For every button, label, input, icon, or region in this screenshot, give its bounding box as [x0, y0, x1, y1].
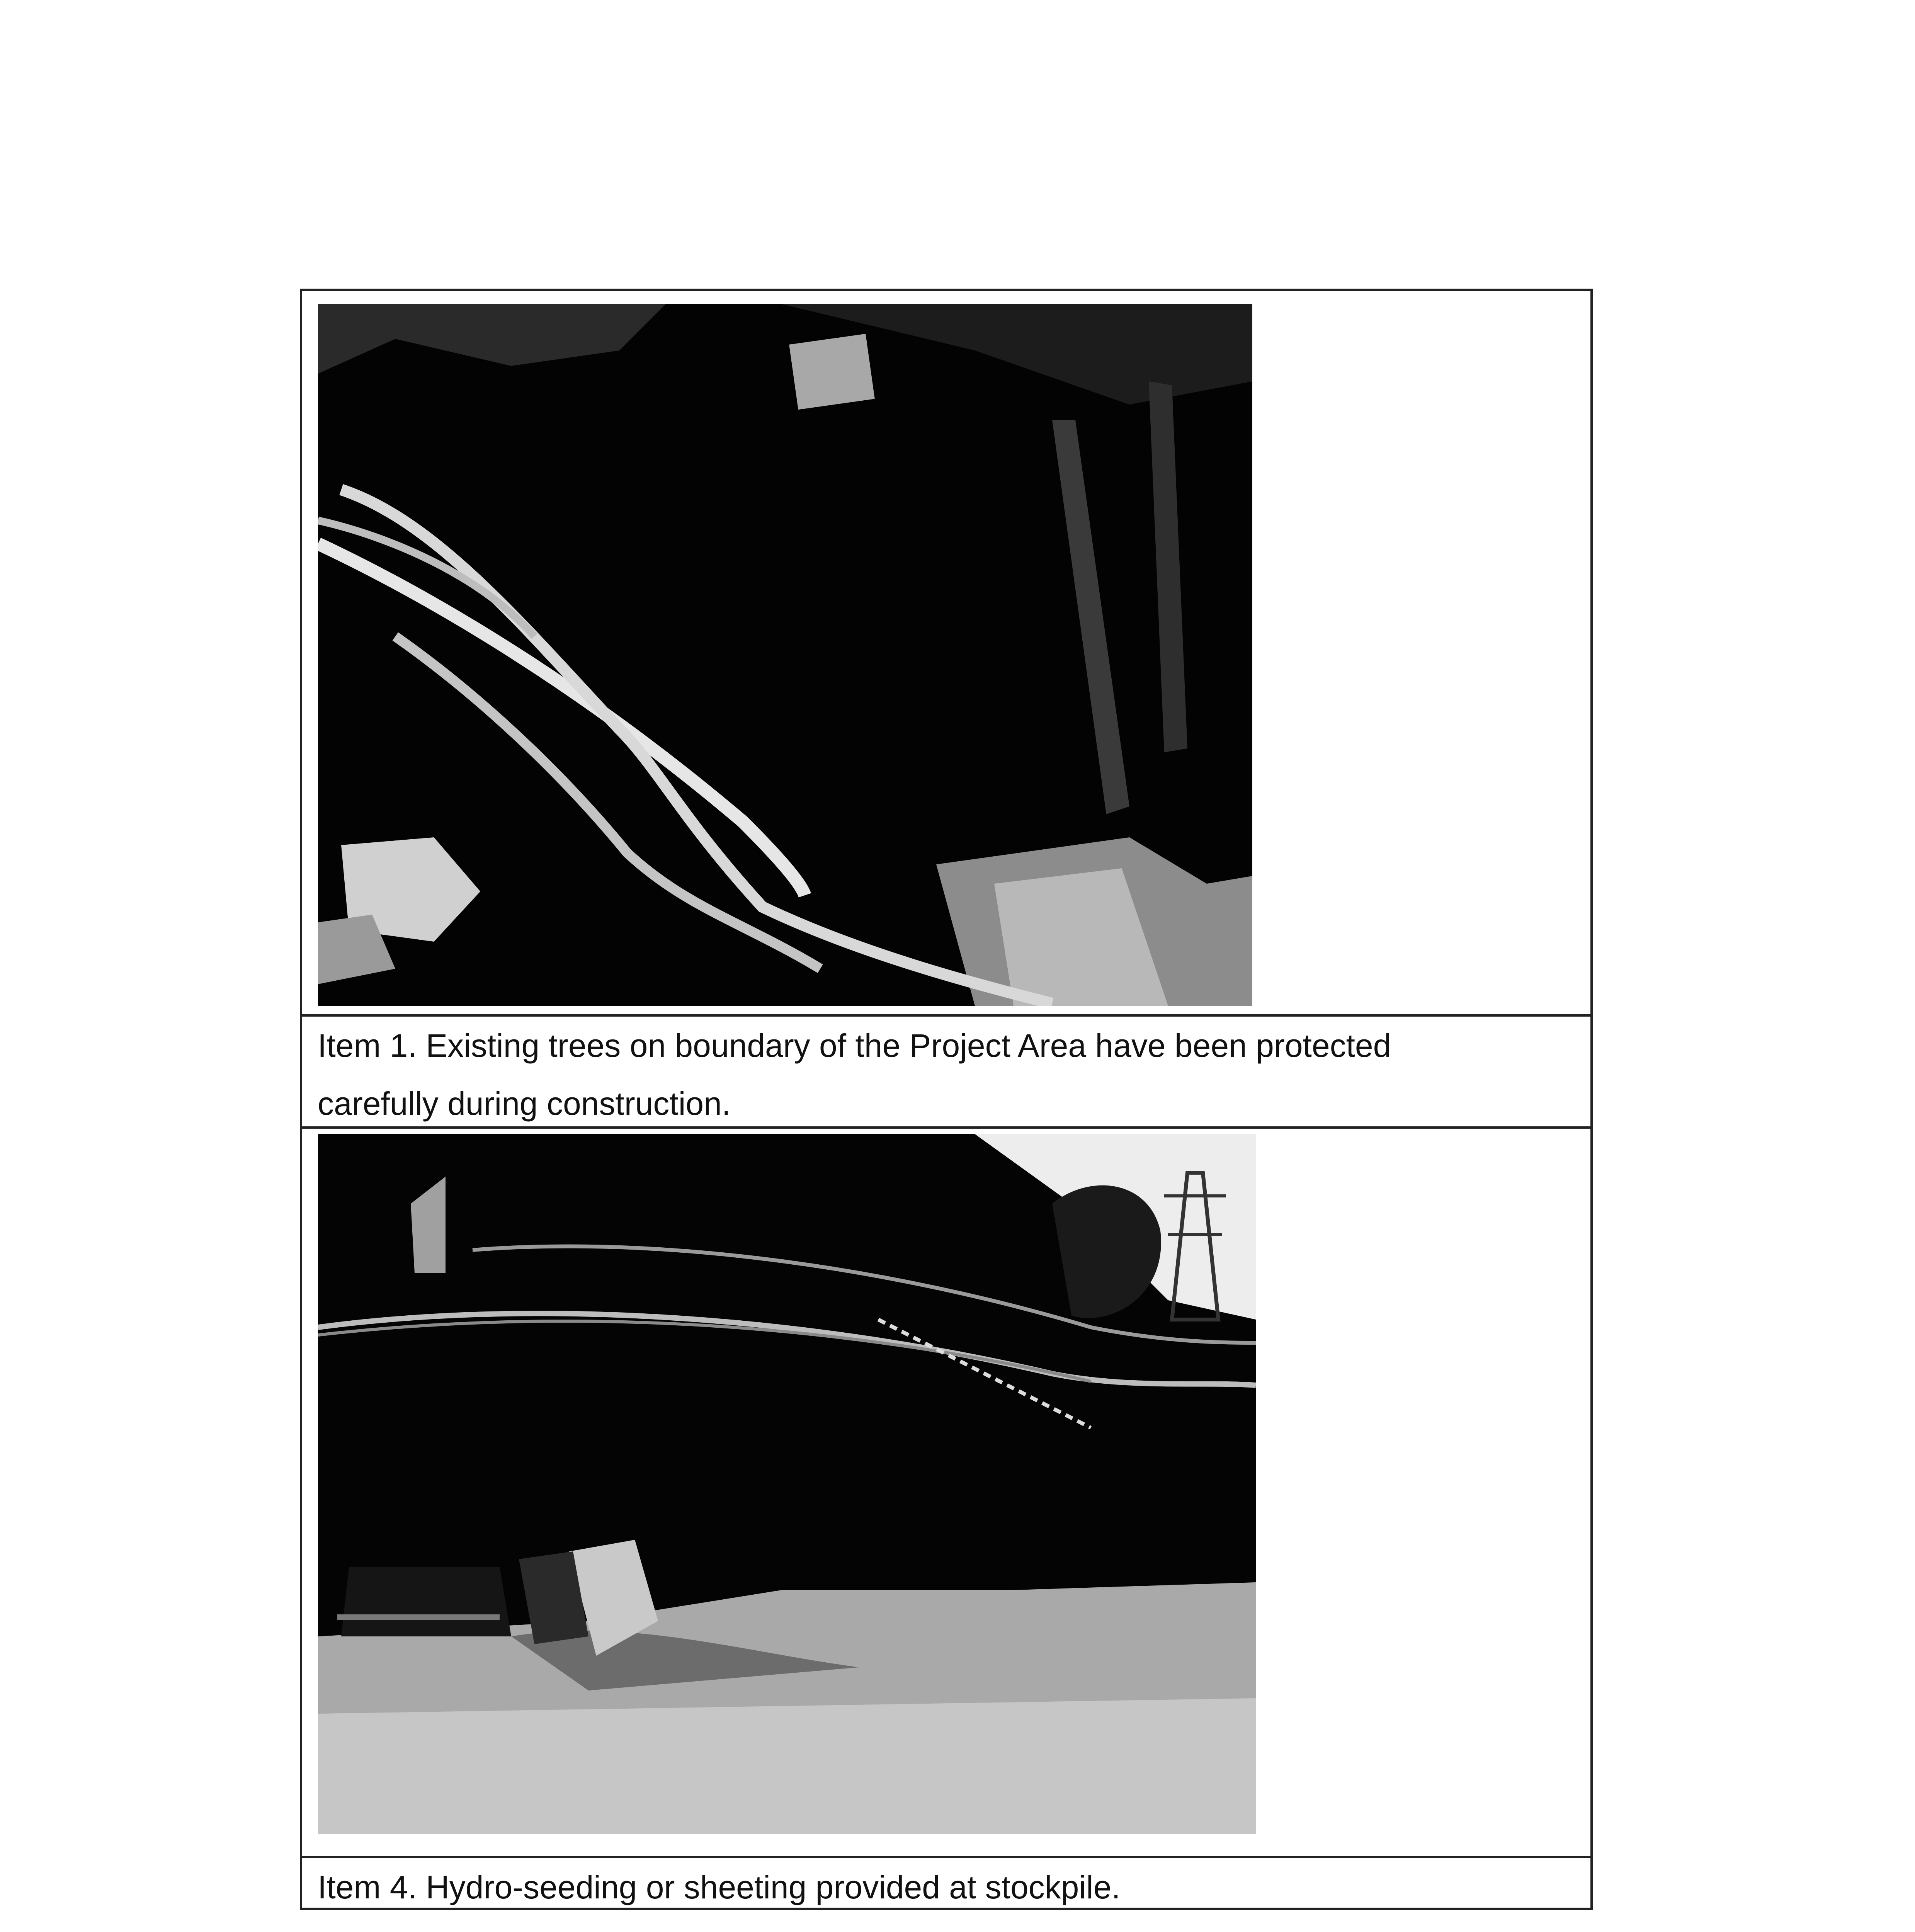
- caption-item-1-line-2: carefully during construction.: [318, 1085, 731, 1122]
- photo-row-1: [302, 291, 1590, 1017]
- caption-row-1: [302, 1017, 1590, 1129]
- trees-photo-image: [318, 304, 1252, 1006]
- photo-row-2: [302, 1129, 1590, 1932]
- caption-item-4-line-1: Item 4. Hydro-seeding or sheeting provided at stockpile.: [318, 1869, 1121, 1905]
- photo-existing-trees: [318, 304, 1252, 1006]
- caption-item-4: [318, 1858, 1575, 1916]
- photo-stockpile: [318, 1134, 1256, 1834]
- photo-record-table: [300, 289, 1593, 1910]
- caption-item-1: [318, 1017, 1575, 1133]
- caption-item-1-line-1: Item 1. Existing trees on boundary of the Project Area have been protected: [318, 1027, 1391, 1064]
- stockpile-photo-image: [318, 1134, 1256, 1834]
- caption-row-2: [302, 1858, 1590, 1910]
